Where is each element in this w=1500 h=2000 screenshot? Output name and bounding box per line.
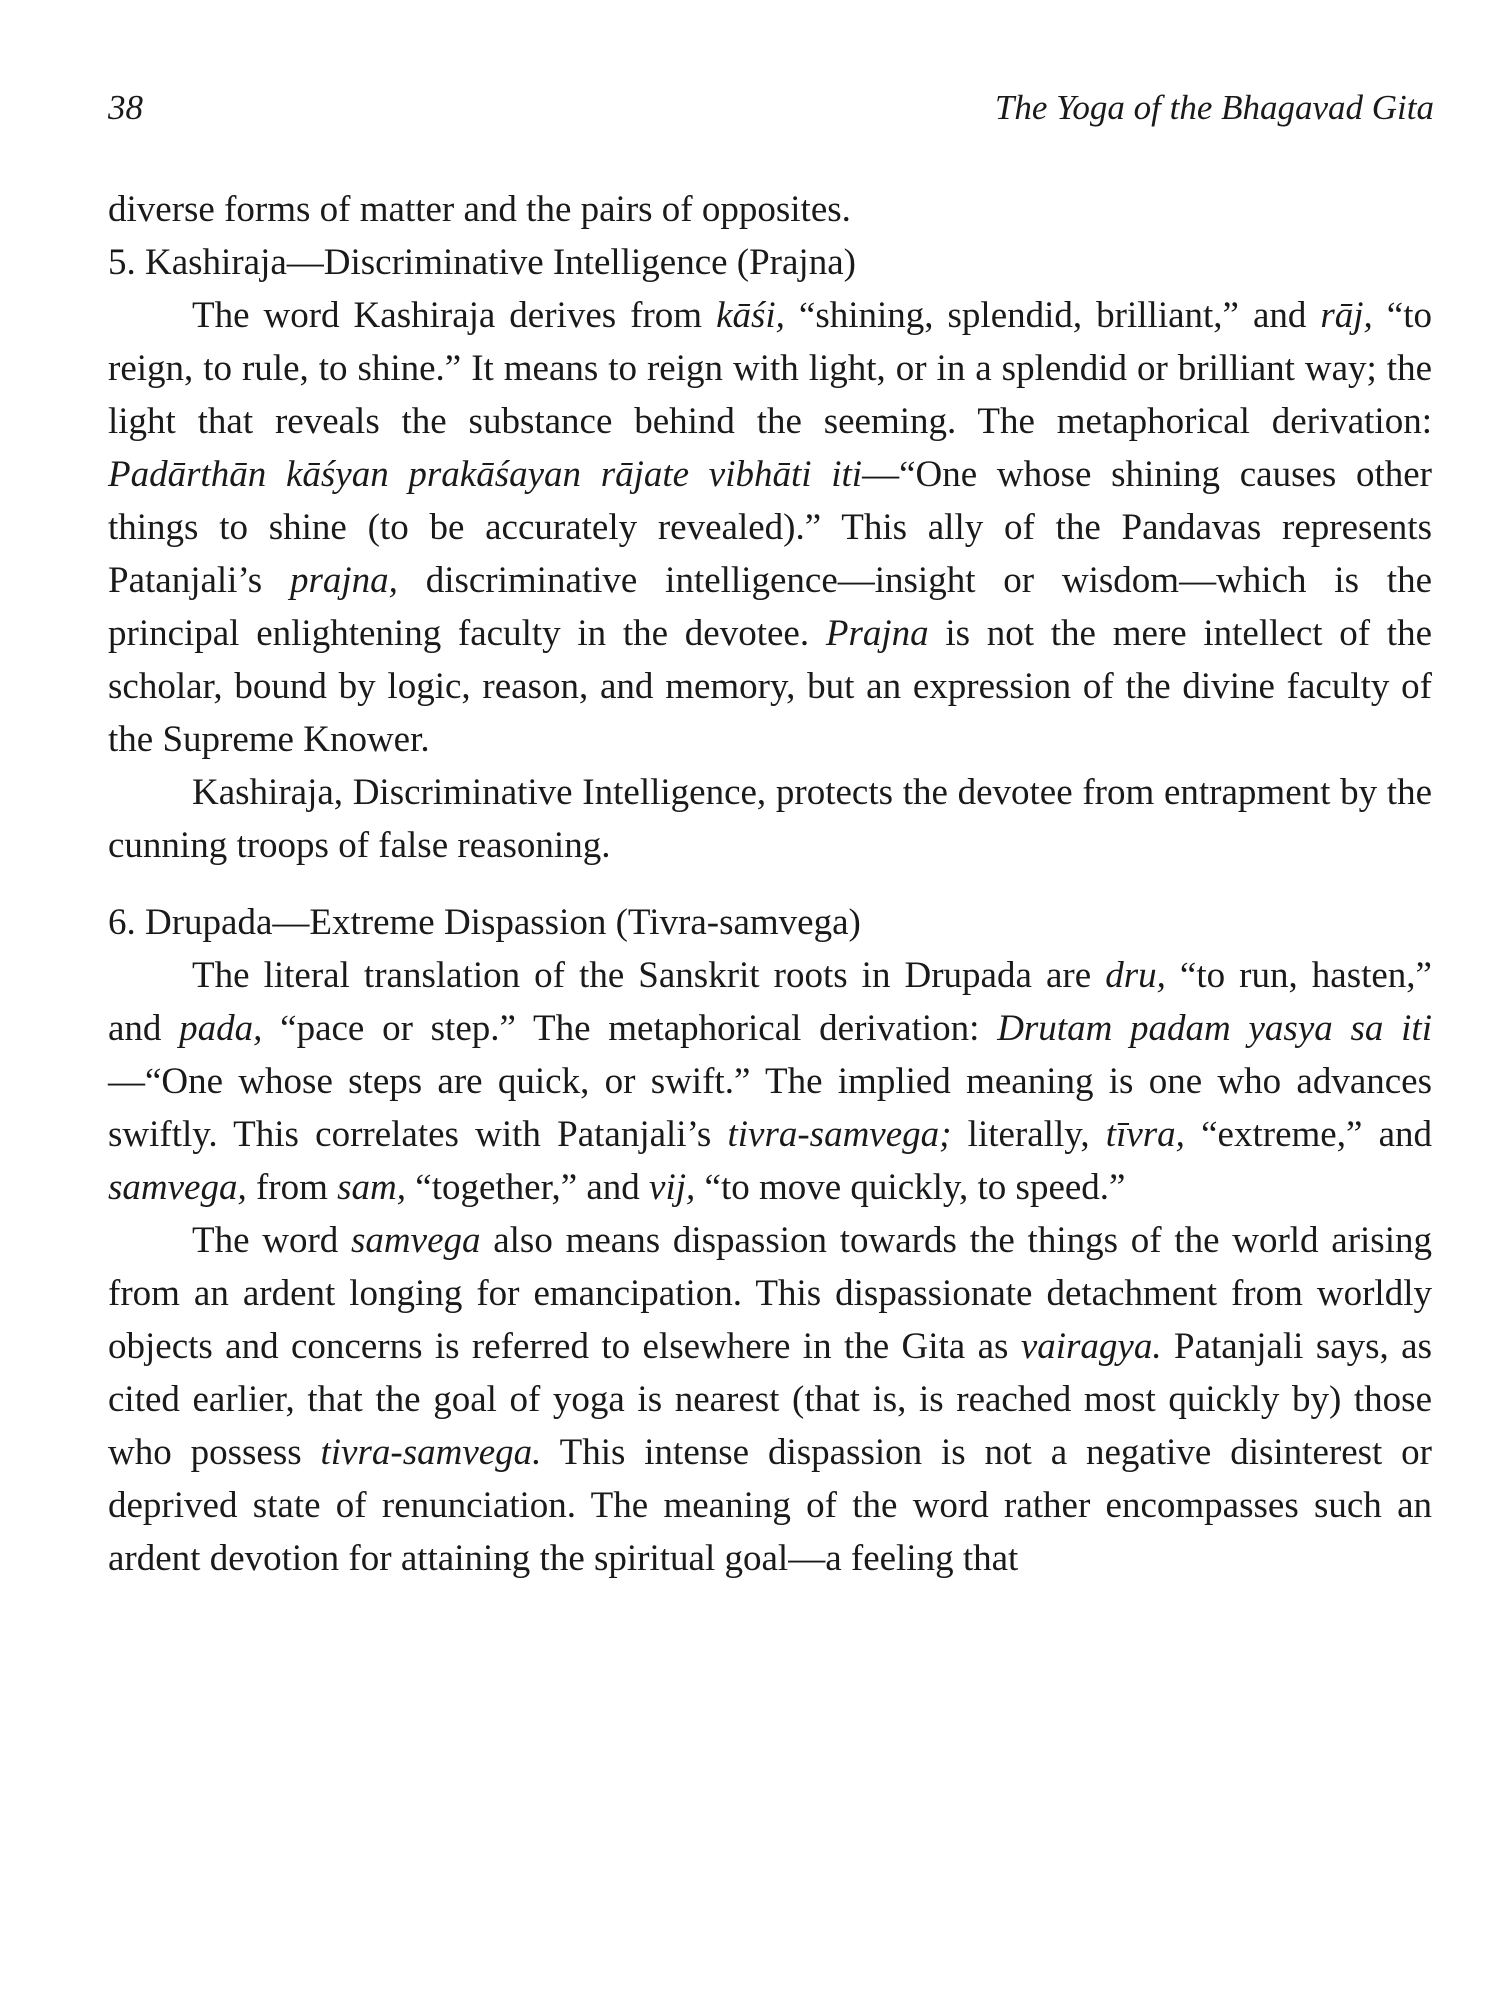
text-run: The word Kashiraja derives from [192, 295, 717, 336]
text-run: also means dispassion towards the things of the world arising from an ardent longing for emancipation. This dispassionate detachment from worldly objects and concerns is referred to elsewhere in the Gita as [108, 1220, 1432, 1367]
text-run: Patanjali says, as cited earlier, that the goal of yoga is nearest (that is, is reached most quickly by) those who possess [108, 1326, 1433, 1473]
page-header [108, 88, 1434, 138]
text-run: “shining, splendid, brilliant,” and [784, 295, 1321, 336]
italic-term: samvega [351, 1220, 481, 1261]
page-number: 38 [108, 88, 143, 127]
italic-term: vij, [649, 1167, 696, 1208]
italic-term: tivra-samvega; [727, 1114, 952, 1155]
italic-term: tivra-samvega. [320, 1432, 542, 1473]
italic-term: prajna, [289, 560, 398, 601]
section-heading [108, 236, 1432, 289]
text-run: from [246, 1167, 338, 1208]
italic-term: vairagya. [1020, 1326, 1162, 1367]
italic-term: tīvra, [1105, 1114, 1185, 1155]
paragraph [108, 1214, 1432, 1585]
paragraph [108, 949, 1432, 1214]
italic-term: pada, [179, 1008, 263, 1049]
text-run: Kashiraja, Discriminative Intelligence, protects the devotee from entrapment by the cunning troops of false reasoning. [108, 772, 1432, 866]
italic-term: dru, [1105, 955, 1166, 996]
italic-term: kāśi, [716, 295, 785, 336]
text-run: The literal translation of the Sanskrit roots in Drupada are [192, 955, 1106, 996]
text-run: —“One whose steps are quick, or swift.” The implied meaning is one who advances swiftly. This correlates with Patanjali’s [108, 1061, 1432, 1155]
italic-term: sam, [337, 1167, 407, 1208]
italic-term: samvega, [108, 1167, 247, 1208]
text-run: “to reign, to rule, to shine.” It means to reign with light, or in a splendid or brilliant way; the light that reveals the substance behind the seeming. The metaphorical derivation: [108, 295, 1433, 442]
running-title: The Yoga of the Bhagavad Gita [994, 88, 1434, 127]
text-run: “to run, hasten,” and [108, 955, 1432, 1049]
text-run: “to move quickly, to speed.” [695, 1167, 1126, 1208]
page-body [108, 183, 1432, 1585]
text-run: discriminative intelligence—insight or wisdom—which is the principal enlightening faculty in the devotee. [108, 560, 1432, 654]
italic-term: Padārthān kāśyan prakāśayan rājate vibhāti iti [108, 454, 863, 495]
paragraph [108, 766, 1432, 872]
italic-term: Drutam padam yasya sa iti [997, 1008, 1432, 1049]
section-gap [108, 872, 1432, 896]
text-run: “together,” and [406, 1167, 650, 1208]
text-run: diverse forms of matter and the pairs of opposites. [108, 189, 851, 230]
paragraph [108, 289, 1432, 766]
text-run: “extreme,” and [1184, 1114, 1433, 1155]
text-run: is not the mere intellect of the scholar, bound by logic, reason, and memory, but an expression of the divine faculty of the Supreme Knower. [108, 613, 1433, 760]
text-run: literally, [951, 1114, 1106, 1155]
italic-term: Prajna [825, 613, 929, 654]
text-run: —“One whose shining causes other things to shine (to be accurately revealed).” This ally of the Pandavas represents Patanjali’s [108, 454, 1432, 601]
italic-term: rāj, [1320, 295, 1373, 336]
paragraph [108, 183, 1432, 236]
section-heading [108, 896, 1432, 949]
text-run: This intense dispassion is not a negative disinterest or deprived state of renunciation. The meaning of the word rather encompasses such an ardent devotion for attaining the spiritual goal—a feeling that [108, 1432, 1432, 1579]
text-run: 6. Drupada—Extreme Dispassion (Tivra-samvega) [108, 902, 861, 943]
text-run: 5. Kashiraja—Discriminative Intelligence (Prajna) [108, 242, 856, 283]
text-run: The word [192, 1220, 352, 1261]
text-run: “pace or step.” The metaphorical derivation: [262, 1008, 998, 1049]
